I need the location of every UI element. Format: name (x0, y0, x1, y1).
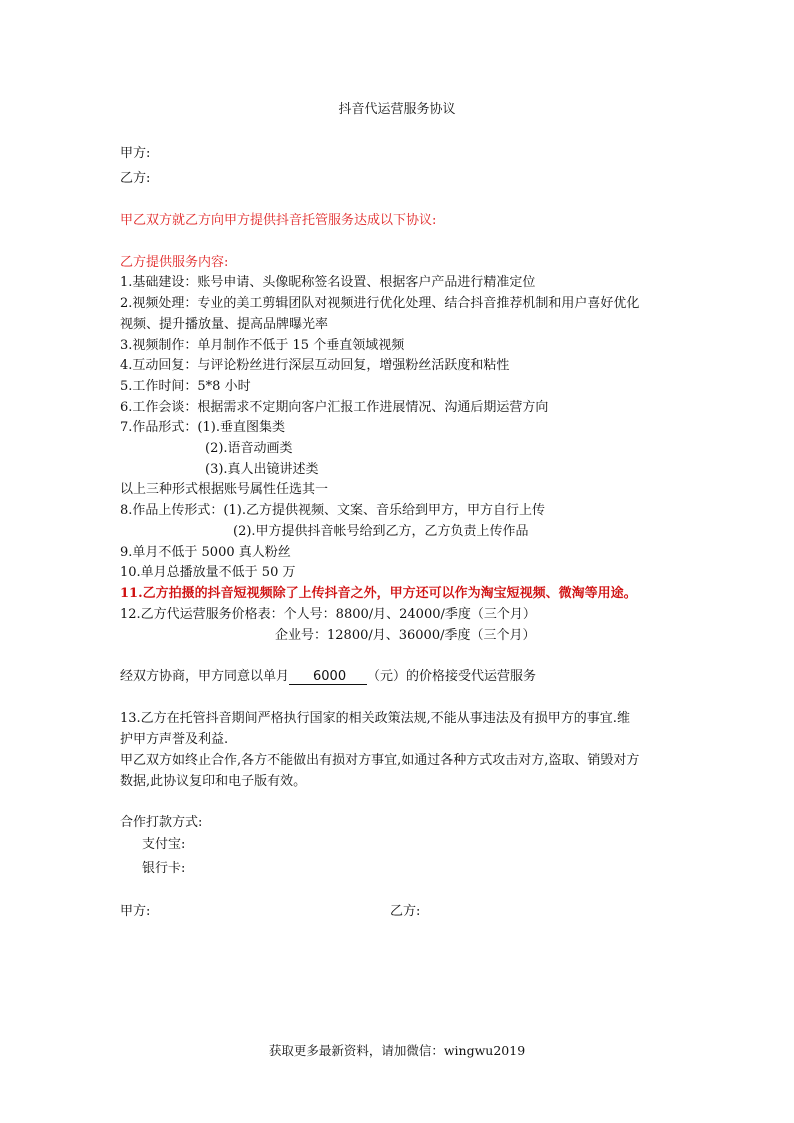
signature-party-b: 乙方: (390, 904, 421, 919)
service-item-10: 10.单月总播放量不低于 50 万 (120, 565, 296, 580)
services-heading: 乙方提供服务内容: (120, 255, 229, 270)
agreement-prefix: 经双方协商，甲方同意以单月 (120, 669, 290, 684)
service-item-7-note: 以上三种形式根据账号属性任选其一 (120, 482, 329, 497)
price-list-enterprise: 企业号：12800/月、36000/季度（三个月） (275, 628, 536, 643)
service-item-7: 7.作品形式：(1).垂直图集类 (120, 420, 285, 435)
service-item-5: 5.工作时间：5*8 小时 (120, 379, 251, 394)
agreement-suffix: （元）的价格接受代运营服务 (367, 669, 537, 684)
service-item-9: 9.单月不低于 5000 真人粉丝 (120, 545, 291, 560)
service-item-2-continued: 视频、提升播放量、提高品牌曝光率 (120, 317, 329, 332)
service-item-4: 4.互动回复：与评论粉丝进行深层互动回复，增强粉丝活跃度和粘性 (120, 358, 510, 373)
footer-note: 获取更多最新资料，请加微信：wingwu2019 (268, 1043, 526, 1058)
signature-party-a: 甲方: (120, 904, 151, 919)
agreement-price-line (120, 665, 536, 685)
service-item-1: 1.基础建设：账号申请、头像昵称签名设置、根据客户产品进行精准定位 (120, 275, 536, 290)
service-item-6: 6.工作会谈：根据需求不定期向客户汇报工作进展情况、沟通后期运营方向 (120, 400, 549, 415)
alipay-label: 支付宝: (142, 837, 186, 852)
service-item-7-form-2: (2).语音动画类 (205, 441, 293, 456)
service-item-3: 3.视频制作：单月制作不低于 15 个垂直领域视频 (120, 338, 405, 353)
party-b-label: 乙方: (120, 171, 151, 186)
termination-line-1: 甲乙双方如终止合作,各方不能做出有损对方事宜,如通过各种方式攻击对方,盗取、销毁对方 (120, 753, 640, 768)
price-list-personal: 12.乙方代运营服务价格表：个人号：8800/月、24000/季度（三个月） (120, 607, 536, 622)
clause-13-line-2: 护甲方声誉及利益. (120, 732, 229, 747)
intro-statement: 甲乙双方就乙方向甲方提供抖音托管服务达成以下协议: (120, 213, 437, 228)
service-item-8: 8.作品上传形式：(1).乙方提供视频、文案、音乐给到甲方，甲方自行上传 (120, 503, 545, 518)
agreement-amount: 6000 (289, 669, 367, 685)
party-a-label: 甲方: (120, 146, 151, 161)
service-item-2: 2.视频处理：专业的美工剪辑团队对视频进行优化处理、结合抖音推荐机制和用户喜好优化 (120, 296, 640, 311)
bank-card-label: 银行卡: (142, 861, 186, 876)
payment-heading: 合作打款方式: (120, 815, 203, 830)
document-title: 抖音代运营服务协议 (338, 102, 456, 117)
clause-13-line-1: 13.乙方在托管抖音期间严格执行国家的相关政策法规,不能从事违法及有损甲方的事宜.维 (120, 711, 630, 726)
service-item-7-form-3: (3).真人出镜讲述类 (205, 462, 319, 477)
service-item-8-option-2: (2).甲方提供抖音帐号给到乙方，乙方负责上传作品 (233, 524, 529, 539)
termination-line-2: 数据,此协议复印和电子版有效。 (120, 774, 307, 789)
service-item-11: 11.乙方拍摄的抖音短视频除了上传抖音之外，甲方还可以作为淘宝短视频、微淘等用途。 (120, 586, 637, 601)
